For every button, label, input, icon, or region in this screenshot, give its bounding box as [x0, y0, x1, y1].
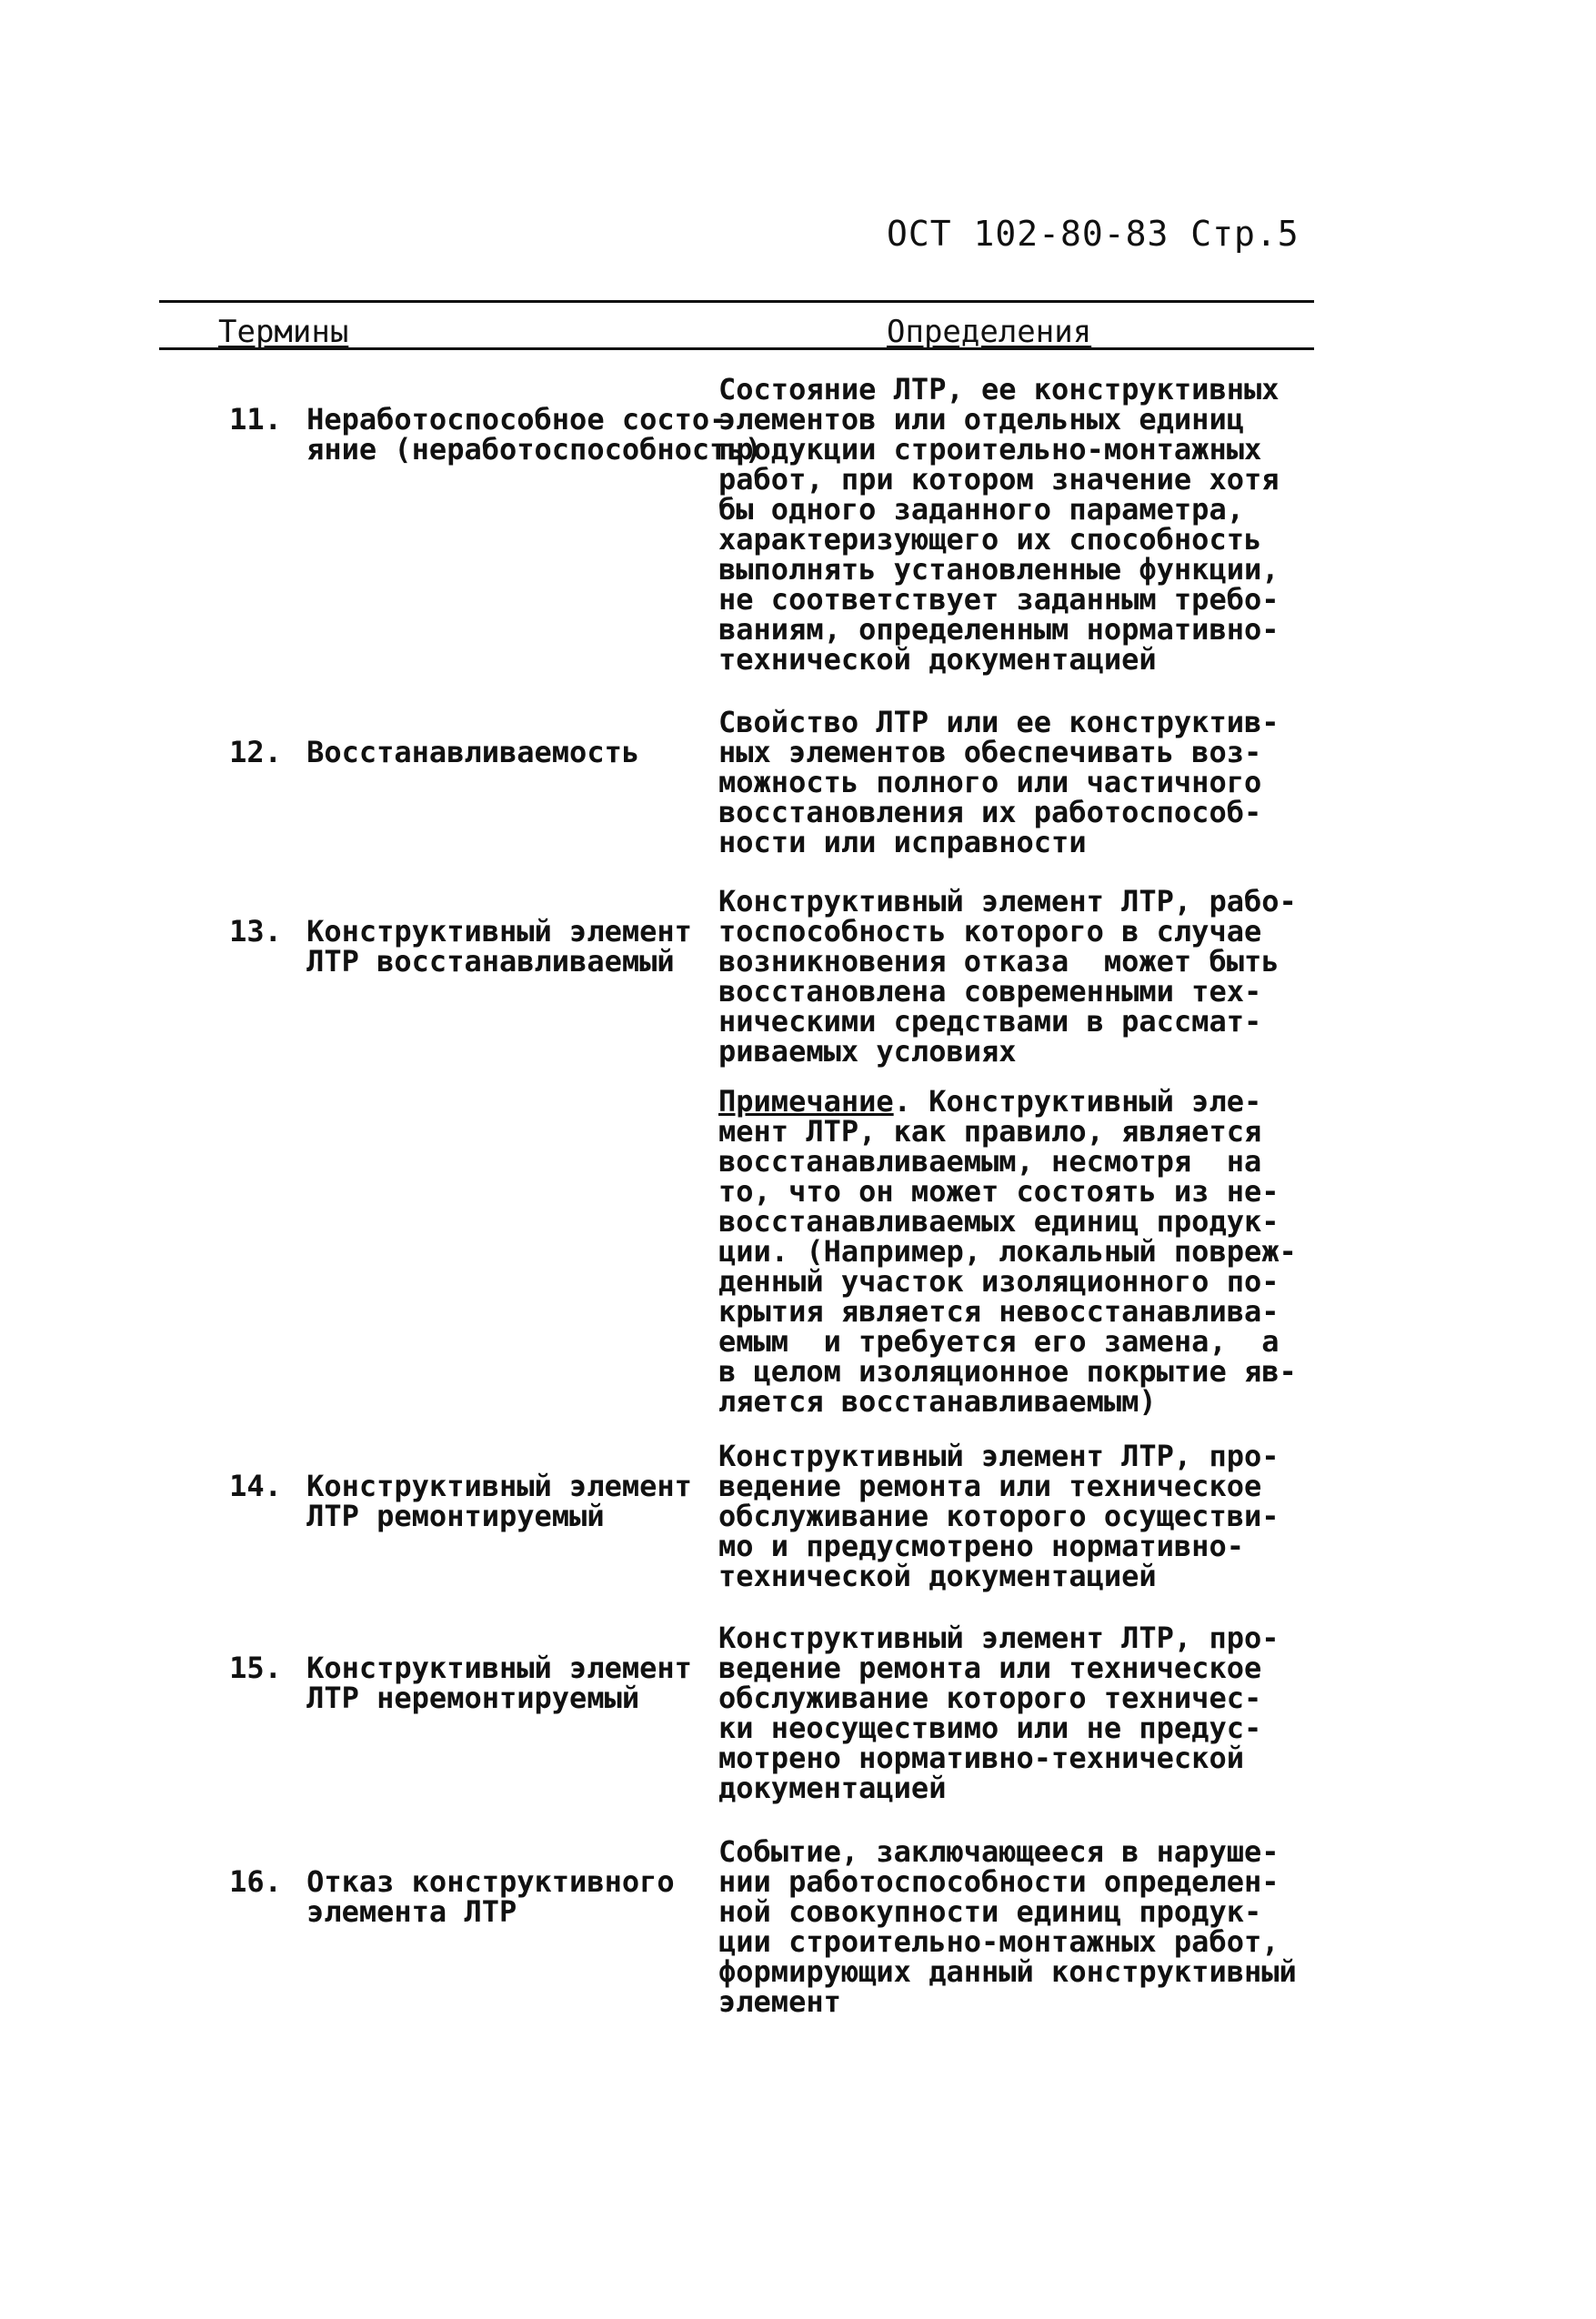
- term: [159, 887, 723, 1007]
- term-number: 15.: [229, 1651, 282, 1685]
- term: [159, 708, 723, 798]
- definition: Состояние ЛТР, ее конструктивных элементов или отдельных единиц продукции строительно-монтажных работ, при котором значение хотя бы одного заданного параметра, характеризующего их способность выполнять установленные функции, не соответствует заданным требо- ваниям, определенным нормативно- технической документацией: [718, 372, 1280, 677]
- term-text: Отказ конструктивного элемента ЛТР: [306, 1864, 675, 1929]
- definition: Свойство ЛТР или ее конструктив- ных элементов обеспечивать воз- можность полного или частичного восстановления их работоспособ- ности или исправности: [718, 705, 1280, 859]
- term: [159, 1441, 723, 1561]
- term-number: 13.: [229, 914, 282, 949]
- term-number: 12.: [229, 735, 282, 769]
- term-text: Неработоспособное состо- яние (неработоспособность): [306, 402, 762, 467]
- definition: Событие, заключающееся в наруше- нии работоспособности определен- ной совокупности единиц продук- ции строительно-монтажных работ, формирующих данный конструктивный элемент: [718, 1834, 1297, 2019]
- term: [159, 1623, 723, 1743]
- definition: Конструктивный элемент ЛТР, рабо- тоспособность которого в случае возникновения отказа может быть восстановлена современными тех- ническими средствами в рассмат- риваемых условиях: [718, 884, 1297, 1069]
- term-text: Конструктивный элемент ЛТР неремонтируемый: [306, 1651, 692, 1715]
- column-header-definitions: Определения: [887, 314, 1092, 350]
- term-number: 14.: [229, 1469, 282, 1503]
- page-header: ОСТ 102-80-83 Стр.5: [887, 214, 1300, 254]
- term-text: Конструктивный элемент ЛТР восстанавливаемый: [306, 914, 692, 979]
- term-number: 11.: [229, 402, 282, 437]
- term-number: 16.: [229, 1864, 282, 1899]
- term-text: Конструктивный элемент ЛТР ремонтируемый: [306, 1469, 692, 1533]
- term: [159, 1837, 723, 1957]
- note-label: Примечание: [718, 1084, 894, 1119]
- table-header-rule: [159, 347, 1314, 350]
- definition: Конструктивный элемент ЛТР, про- ведение ремонта или техническое обслуживание которого техничес- ки неосуществимо или не предус- мотрено нормативно-технической документацией: [718, 1621, 1280, 1805]
- definition: Конструктивный элемент ЛТР, про- ведение ремонта или техническое обслуживание которого осуществи- мо и предусмотрено нормативно- технической документацией: [718, 1439, 1280, 1593]
- table-top-rule: [159, 300, 1314, 303]
- term-text: Восстанавливаемость: [306, 735, 640, 769]
- column-header-terms: Термины: [218, 314, 349, 350]
- term: [159, 375, 762, 495]
- note-text: . Конструктивный эле- мент ЛТР, как правило, является восстанавливаемым, несмотря на то, что он может состоять из не- восстанавливаемых единиц продук- ции. (Например, локальный повреж- денный участок изоляционного по- крытия является невосстанавлива- емым и требуется его замена, а в целом изоляционное покрытие яв- ляется восстанавливаемым): [718, 1084, 1297, 1419]
- note: [718, 1084, 1346, 1419]
